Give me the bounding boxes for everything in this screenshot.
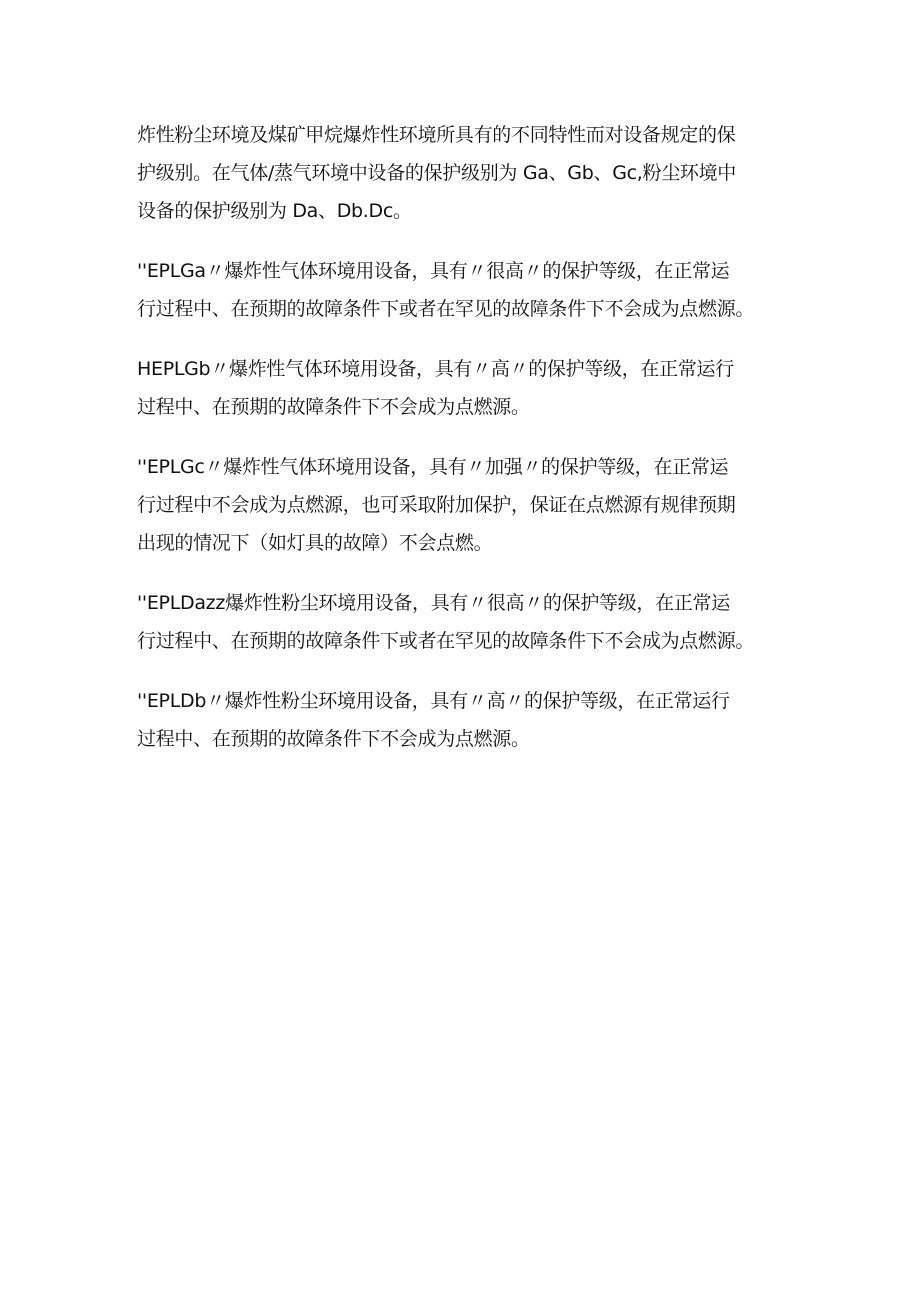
text-line: HEPLGb〃爆炸性气体环境用设备，具有〃高〃的保护等级，在正常运行 [137, 358, 734, 380]
text-line: ''EPLDb〃爆炸性粉尘环境用设备，具有〃高〃的保护等级，在正常运行 [137, 690, 730, 712]
paragraph-epl-ga [137, 252, 797, 328]
text-line: 过程中、在预期的故障条件下不会成为点燃源。 [137, 396, 530, 418]
text-line: 炸性粉尘环境及煤矿甲烷爆炸性环境所具有的不同特性而对设备规定的保 [137, 124, 736, 146]
document-body [137, 116, 797, 758]
text-line: 过程中、在预期的故障条件下不会成为点燃源。 [137, 728, 530, 750]
text-line: ''EPLDazz爆炸性粉尘环境用设备，具有〃很高〃的保护等级，在正常运 [137, 592, 730, 614]
text-line: 行过程中不会成为点燃源，也可采取附加保护，保证在点燃源有规律预期 [137, 494, 736, 516]
text-line: 护级别。在气体/蒸气环境中设备的保护级别为 Ga、Gb、Gc,粉尘环境中 [137, 162, 737, 184]
text-line: 行过程中、在预期的故障条件下或者在罕见的故障条件下不会成为点燃源。 [137, 630, 755, 652]
paragraph-protection-levels-intro [137, 116, 797, 230]
paragraph-epl-gc [137, 448, 797, 562]
paragraph-epl-db [137, 682, 797, 758]
paragraph-epl-gb [137, 350, 797, 426]
paragraph-epl-da [137, 584, 797, 660]
text-line: 出现的情况下（如灯具的故障）不会点燃。 [137, 532, 493, 554]
text-line: ''EPLGc〃爆炸性气体环境用设备，具有〃加强〃的保护等级，在正常运 [137, 456, 729, 478]
text-line: 设备的保护级别为 Da、Db.Dc。 [137, 200, 412, 222]
text-line: 行过程中、在预期的故障条件下或者在罕见的故障条件下不会成为点燃源。 [137, 298, 755, 320]
text-line: ''EPLGa〃爆炸性气体环境用设备，具有〃很高〃的保护等级，在正常运 [137, 260, 730, 282]
